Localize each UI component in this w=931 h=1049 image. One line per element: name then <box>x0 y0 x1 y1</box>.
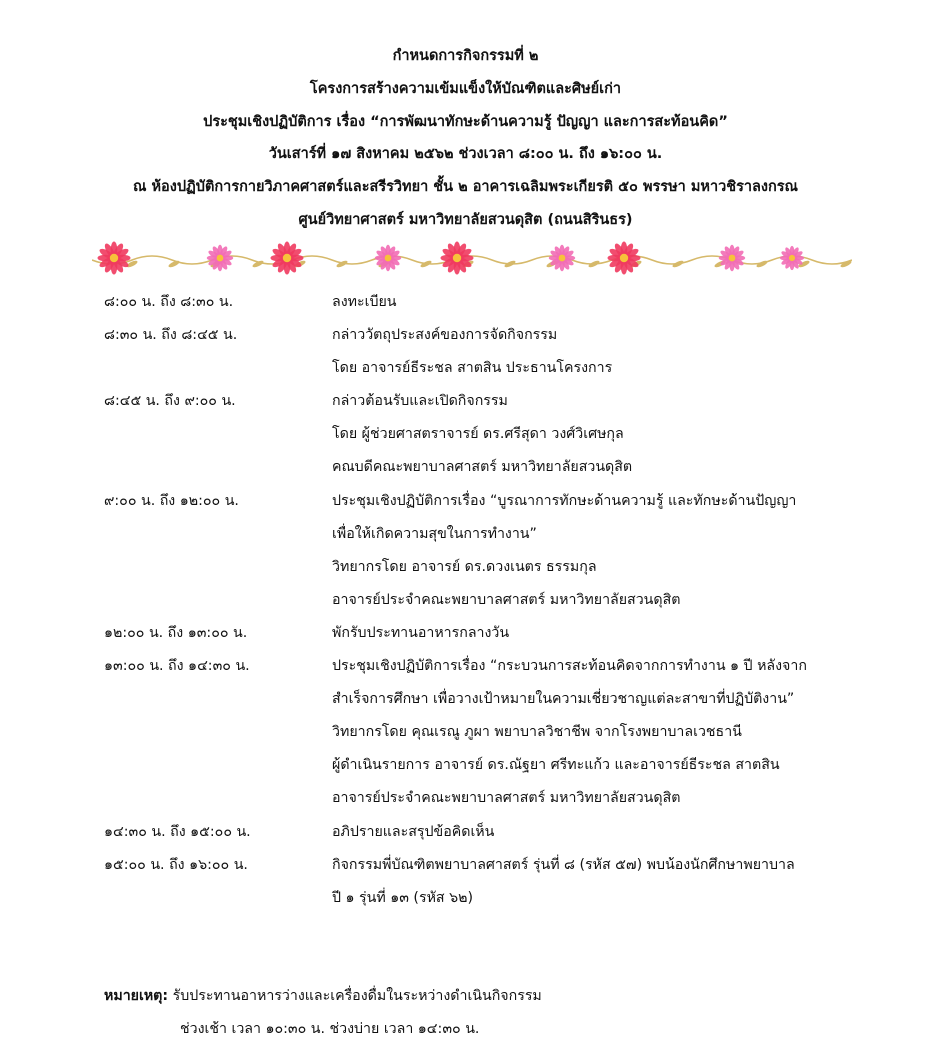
schedule-activity <box>332 485 904 617</box>
schedule-time: ๘:๔๕ น. ถึง ๙:๐๐ น. <box>104 393 236 410</box>
activity-line: วิทยากรโดย คุณเรณู ภูผา พยาบาลวิชาชีพ จากโรงพยาบาลเวชธานี <box>332 724 742 741</box>
schedule-activity <box>332 650 904 815</box>
schedule-row <box>104 849 904 915</box>
header-date: วันเสาร์ที่ ๑๗ สิงหาคม ๒๕๖๒ ช่วงเวลา ๘:๐๐ น. ถึง ๑๖:๐๐ น. <box>268 146 663 163</box>
activity-line: อภิปรายและสรุปข้อคิดเห็น <box>332 823 495 840</box>
activity-line: ผู้ดำเนินรายการ อาจารย์ ดร.ณัฐยา ศรีทะแก้ว และอาจารย์ธีระชล สาตสิน <box>332 757 780 774</box>
schedule-row <box>104 650 904 815</box>
flower-garland-icon <box>92 238 852 278</box>
activity-line: โดย ผู้ช่วยศาสตราจารย์ ดร.ศรีสุดา วงศ์วิเศษกุล <box>332 426 624 443</box>
schedule-activity <box>332 617 904 650</box>
activity-line: กิจกรรมพี่บัณฑิตพยาบาลศาสตร์ รุ่นที่ ๘ (รหัส ๕๗) พบน้องนักศึกษาพยาบาล <box>332 856 795 873</box>
schedule-activity <box>332 385 904 484</box>
flower-icon <box>375 245 401 271</box>
flower-icon <box>441 242 474 275</box>
flower-icon <box>271 242 304 275</box>
activity-line: ลงทะเบียน <box>332 294 397 310</box>
schedule-time: ๑๒:๐๐ น. ถึง ๑๓:๐๐ น. <box>104 624 248 641</box>
flower-icon <box>549 245 575 271</box>
document-header <box>0 40 931 237</box>
schedule-row <box>104 286 904 319</box>
activity-line: ประชุมเชิงปฏิบัติการเรื่อง “กระบวนการสะท้อนคิดจากการทำงาน ๑ ปี หลังจาก <box>332 658 807 675</box>
flower-icon <box>608 242 641 275</box>
note-text: รับประทานอาหารว่างและเครื่องดื่มในระหว่างดำเนินกิจกรรม <box>168 988 542 1004</box>
header-workshop: ประชุมเชิงปฏิบัติการ เรื่อง “การพัฒนาทักษะด้านความรู้ ปัญญา และการสะท้อนคิด” <box>203 113 728 130</box>
header-title: กำหนดการกิจกรรมที่ ๒ <box>392 48 539 64</box>
schedule-row <box>104 319 904 385</box>
schedule-time: ๙:๐๐ น. ถึง ๑๒:๐๐ น. <box>104 492 239 509</box>
flower-icon <box>98 242 131 275</box>
schedule-row <box>104 617 904 650</box>
schedule-activity <box>332 816 904 849</box>
schedule-time: ๑๕:๐๐ น. ถึง ๑๖:๐๐ น. <box>104 856 248 873</box>
activity-line: คณบดีคณะพยาบาลศาสตร์ มหาวิทยาลัยสวนดุสิต <box>332 459 633 476</box>
flower-icon <box>719 245 745 271</box>
schedule-row <box>104 816 904 849</box>
schedule-activity <box>332 319 904 385</box>
schedule-time: ๑๔:๓๐ น. ถึง ๑๕:๐๐ น. <box>104 823 251 840</box>
header-project: โครงการสร้างความเข้มแข็งให้บัณฑิตและศิษย์เก่า <box>309 80 622 97</box>
note-times: ช่วงเช้า เวลา ๑๐:๓๐ น. ช่วงบ่าย เวลา ๑๔:๓๐ น. <box>180 1021 480 1037</box>
activity-line: สำเร็จการศึกษา เพื่อวางเป้าหมายในความเชี่ยวชาญแต่ละสาขาที่ปฏิบัติงาน” <box>332 691 795 708</box>
schedule-activity <box>332 286 904 319</box>
schedule-row <box>104 485 904 617</box>
activity-line: เพื่อให้เกิดความสุขในการทำงาน” <box>332 525 537 542</box>
activity-line: อาจารย์ประจำคณะพยาบาลศาสตร์ มหาวิทยาลัยสวนดุสิต <box>332 790 681 807</box>
header-location: ศูนย์วิทยาศาสตร์ มหาวิทยาลัยสวนดุสิต (ถนนสิรินธร) <box>298 211 633 228</box>
activity-line: กล่าวต้อนรับและเปิดกิจกรรม <box>332 393 508 410</box>
activity-line: ปี ๑ รุ่นที่ ๑๓ (รหัส ๖๒) <box>332 889 473 906</box>
activity-line: พักรับประทานอาหารกลางวัน <box>332 624 510 641</box>
note-label: หมายเหตุ: <box>104 988 169 1004</box>
schedule-activity <box>332 849 904 915</box>
schedule-table <box>104 286 904 915</box>
activity-line: กล่าววัตถุประสงค์ของการจัดกิจกรรม <box>332 327 558 344</box>
schedule-time: ๘:๓๐ น. ถึง ๘:๔๕ น. <box>104 327 238 344</box>
activity-line: โดย อาจารย์ธีระชล สาตสิน ประธานโครงการ <box>332 360 613 377</box>
activity-line: ประชุมเชิงปฏิบัติการเรื่อง “บูรณาการทักษะด้านความรู้ และทักษะด้านปัญญา <box>332 492 797 509</box>
note-section <box>104 980 904 1046</box>
schedule-time: ๑๓:๐๐ น. ถึง ๑๔:๓๐ น. <box>104 658 250 675</box>
activity-line: วิทยากรโดย อาจารย์ ดร.ดวงเนตร ธรรมกุล <box>332 558 597 575</box>
activity-line: อาจารย์ประจำคณะพยาบาลศาสตร์ มหาวิทยาลัยสวนดุสิต <box>332 591 681 608</box>
schedule-time: ๘:๐๐ น. ถึง ๘:๓๐ น. <box>104 294 234 310</box>
header-venue: ณ ห้องปฏิบัติการกายวิภาคศาสตร์และสรีรวิทยา ชั้น ๒ อาคารเฉลิมพระเกียรติ ๕๐ พรรษา มหาวชิราลงกรณ <box>132 179 798 196</box>
flower-icon <box>207 245 233 271</box>
schedule-row <box>104 385 904 484</box>
